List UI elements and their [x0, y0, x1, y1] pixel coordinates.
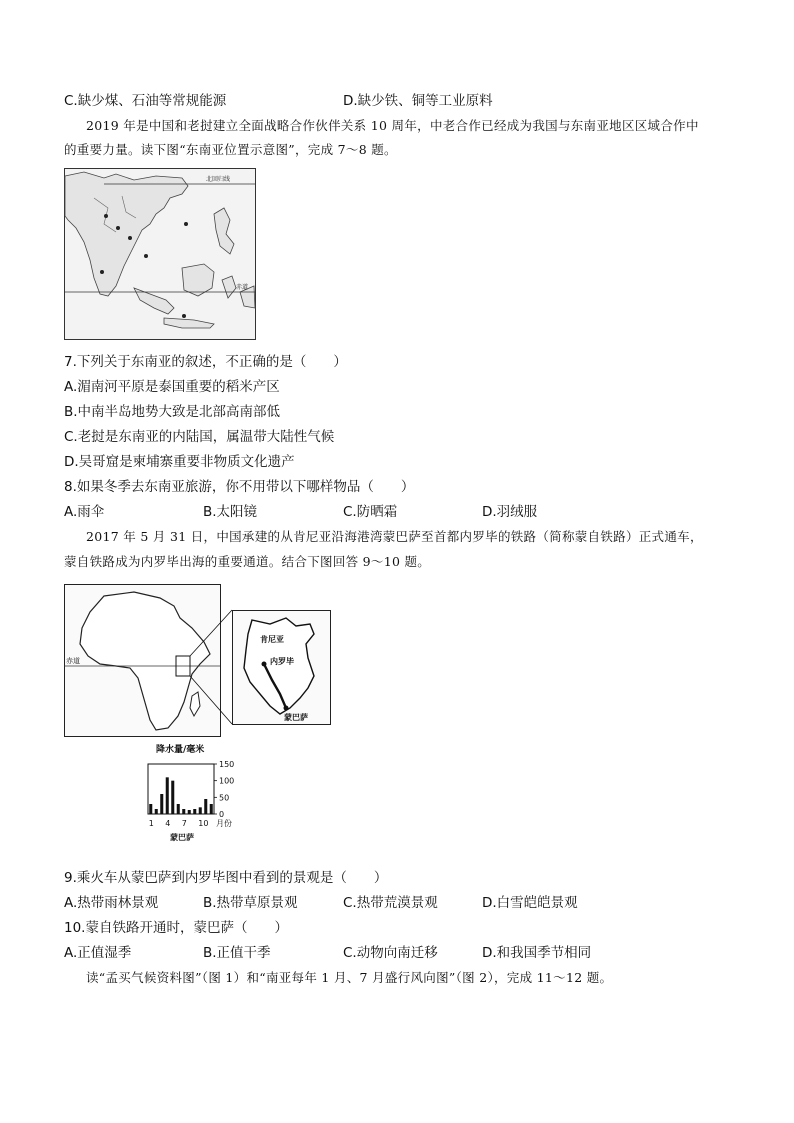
chart-plot-frame — [148, 764, 214, 814]
africa-equator-label: 赤道 — [66, 657, 80, 665]
southeast-asia-map — [64, 168, 256, 340]
q8-option-a: A.雨伞 — [64, 504, 105, 520]
x-tick-label-1: 1 — [148, 819, 154, 828]
y-tick-label-50: 50 — [219, 793, 230, 803]
intro-9-10-line2: 蒙自铁路成为内罗毕出海的重要通道。结合下图回答 9～10 题。 — [64, 554, 431, 569]
q7-option-d: D.吴哥窟是柬埔寨重要非物质文化遗产 — [64, 454, 295, 470]
africa-kenya-figure — [64, 584, 332, 849]
kenya-label: 肯尼亚 — [260, 635, 284, 644]
precip-bar-7 — [182, 809, 185, 814]
q10-option-d: D.和我国季节相同 — [482, 945, 592, 961]
precip-bar-1 — [149, 804, 152, 814]
x-tick-label-4: 4 — [165, 819, 171, 828]
precip-bar-10 — [199, 807, 202, 814]
precip-bar-12 — [210, 804, 213, 814]
q9-option-c: C.热带荒漠景观 — [343, 895, 438, 911]
x-tick-label-7: 7 — [181, 819, 187, 828]
q10-option-a: A.正值湿季 — [64, 945, 132, 961]
q7-option-c: C.老挝是东南亚的内陆国，属温带大陆性气候 — [64, 429, 335, 445]
mombasa-dot — [284, 706, 289, 711]
precip-bar-8 — [188, 810, 191, 814]
precip-bar-5 — [171, 781, 174, 814]
q8-option-c: C.防晒霜 — [343, 504, 398, 520]
q10-option-c: C.动物向南迁移 — [343, 945, 438, 961]
q6-option-c: C.缺少煤、石油等常规能源 — [64, 93, 227, 109]
intro-7-8-line2: 的重要力量。读下图“东南亚位置示意图”，完成 7～8 题。 — [64, 142, 397, 157]
q9-option-a: A.热带雨林景观 — [64, 895, 159, 911]
y-tick-label-100: 100 — [219, 776, 235, 786]
precipitation-chart — [148, 743, 234, 842]
q8-option-b: B.太阳镜 — [203, 504, 258, 520]
sea-equator-label: 赤道 — [236, 284, 249, 291]
tropic-label: 北回归线 — [206, 176, 231, 183]
precip-bar-2 — [155, 809, 158, 814]
y-tick-label-0: 0 — [219, 810, 225, 819]
precip-bar-4 — [166, 777, 169, 814]
q9-stem: 9.乘火车从蒙巴萨到内罗毕图中看到的景观是（ ） — [64, 870, 388, 886]
chart-caption: 蒙巴萨 — [170, 833, 194, 842]
q9-option-b: B.热带草原景观 — [203, 895, 298, 911]
precip-bar-11 — [204, 799, 207, 814]
q6-option-d: D.缺少铁、铜等工业原料 — [343, 93, 493, 109]
intro-9-10-line1: 2017 年 5 月 31 日，中国承建的从肯尼亚沿海港湾蒙巴萨至首都内罗毕的铁路（简称蒙自铁路）正式通车， — [86, 529, 703, 544]
q10-option-b: B.正值干季 — [203, 945, 271, 961]
q8-option-d: D.羽绒服 — [482, 504, 538, 520]
precip-bar-6 — [177, 804, 180, 814]
chart-xlabel: 月份 — [216, 819, 232, 828]
chart-title: 降水量/毫米 — [156, 745, 205, 755]
intro-7-8-line1: 2019 年是中国和老挝建立全面战略合作伙伴关系 10 周年，中老合作已经成为我国与东南亚地区区域合作中 — [86, 118, 699, 133]
q10-stem: 10.蒙自铁路开通时，蒙巴萨（ ） — [64, 920, 288, 936]
q9-option-d: D.白雪皑皑景观 — [482, 895, 578, 911]
q7-stem: 7.下列关于东南亚的叙述，不正确的是（ ） — [64, 354, 347, 370]
mombasa-label: 蒙巴萨 — [284, 713, 308, 722]
q8-stem: 8.如果冬季去东南亚旅游，你不用带以下哪样物品（ ） — [64, 479, 415, 495]
q7-option-a: A.湄南河平原是泰国重要的稻米产区 — [64, 379, 280, 395]
nairobi-dot — [262, 662, 267, 667]
precip-bar-3 — [160, 794, 163, 814]
q7-option-b: B.中南半岛地势大致是北部高南部低 — [64, 404, 281, 420]
intro-11-12-line1: 读“孟买气候资料图”（图 1）和“南亚每年 1 月、7 月盛行风向图”（图 2），完成 11～12 题。 — [86, 970, 613, 985]
x-tick-label-10: 10 — [198, 819, 209, 828]
nairobi-label: 内罗毕 — [270, 657, 294, 666]
y-tick-label-150: 150 — [219, 760, 235, 769]
precip-bar-9 — [193, 809, 196, 814]
